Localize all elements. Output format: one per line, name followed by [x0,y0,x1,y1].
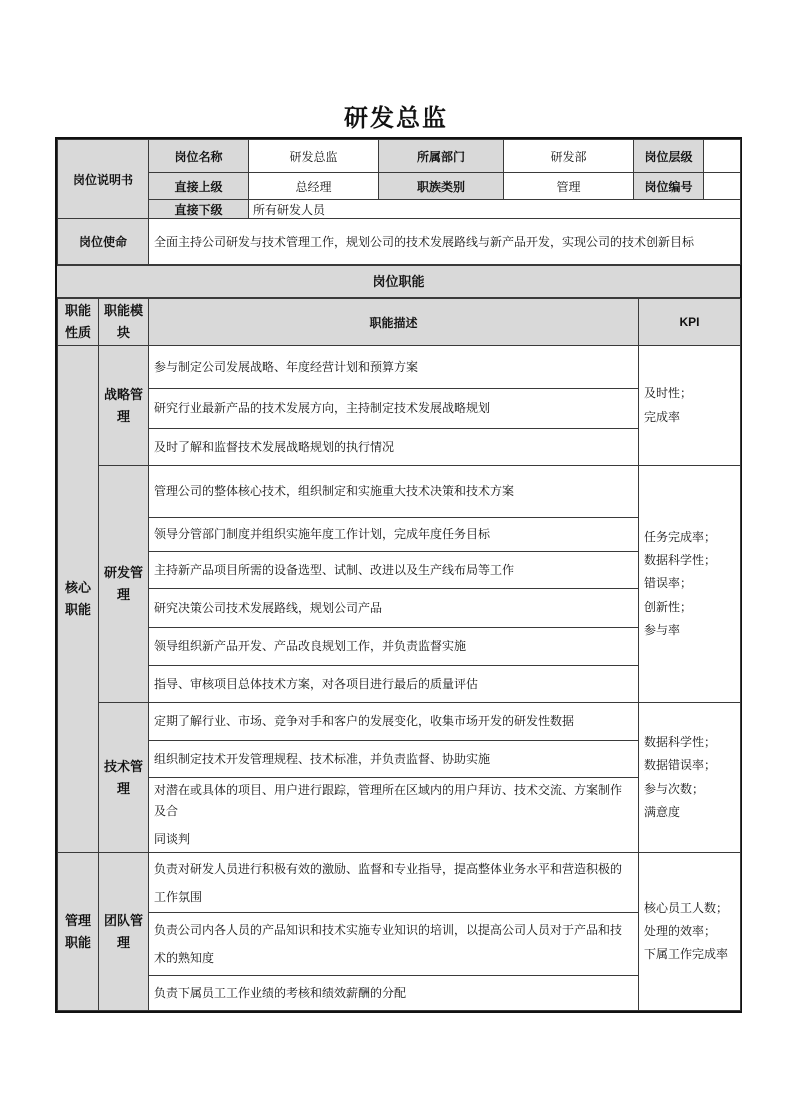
field-label-direct-subordinates: 直接下级 [149,200,249,219]
duty-paragraph: 对潜在或具体的项目、用户进行跟踪，管理所在区域内的用户拜访、技术交流、方案制作及合 [154,783,623,819]
duty-description: 研究行业最新产品的技术发展方向，主持制定技术发展战略规划 [149,389,639,429]
kpi-line: 下属工作完成率 [644,947,729,962]
table-row [58,389,741,429]
column-header-function-module: 职能模块 [99,299,149,346]
column-header-kpi: KPI [639,299,741,346]
table-row [58,589,741,628]
duty-description [149,778,639,853]
nature-label-management-functions: 管理职能 [58,853,99,1011]
field-value-department: 研发部 [504,140,634,173]
table-row [58,976,741,1011]
duty-paragraph: 同谈判 [154,832,191,847]
column-header-function-description: 职能描述 [149,299,639,346]
table-row [58,741,741,778]
field-value-direct-subordinates: 所有研发人员 [249,200,741,219]
info-row-3 [58,200,741,219]
duty-description: 管理公司的整体核心技术，组织制定和实施重大技术决策和技术方案 [149,466,639,518]
field-value-position-name: 研发总监 [249,140,379,173]
field-label-position-name: 岗位名称 [149,140,249,173]
kpi-cell-rnd [639,466,741,703]
table-row [58,518,741,552]
table-row [58,466,741,518]
field-value-mission: 全面主持公司研发与技术管理工作，规划公司的技术发展路线与新产品开发，实现公司的技术创新目标 [149,219,741,265]
functions-table [57,298,741,1011]
kpi-line: 完成率 [644,409,681,424]
kpi-line: 核心员工人数； [644,900,729,915]
kpi-line: 参与次数； [644,781,705,796]
field-value-job-family: 管理 [504,173,634,200]
functions-header-row [58,299,741,346]
duty-description: 及时了解和监督技术发展战略规划的执行情况 [149,429,639,466]
table-row [58,346,741,389]
table-row [58,628,741,666]
kpi-line: 数据科学性； [644,734,717,749]
table-row [58,429,741,466]
table-row [58,703,741,741]
kpi-line: 数据科学性； [644,553,717,568]
duty-description: 领导组织新产品开发、产品改良规划工作，并负责监督实施 [149,628,639,666]
info-row-1 [58,140,741,173]
table-row [58,666,741,703]
kpi-line: 数据错误率； [644,758,717,773]
section-header-job-functions: 岗位职能 [57,265,740,298]
duty-description: 研究决策公司技术发展路线，规划公司产品 [149,589,639,628]
job-description-table [55,137,742,1013]
page-title: 研发总监 [344,106,448,132]
field-label-direct-superior: 直接上级 [149,173,249,200]
table-row [58,552,741,589]
duty-description: 指导、审核项目总体技术方案，对各项目进行最后的质量评估 [149,666,639,703]
kpi-line: 错误率； [644,576,693,591]
duty-description: 参与制定公司发展战略、年度经营计划和预算方案 [149,346,639,389]
field-label-mission: 岗位使命 [58,219,149,265]
kpi-cell-tech [639,703,741,853]
field-value-position-level [704,140,741,173]
job-info-table [57,139,741,265]
kpi-line: 参与率 [644,623,681,638]
kpi-line: 任务完成率； [644,529,717,544]
duty-description: 领导分管部门制度并组织实施年度工作计划，完成年度任务目标 [149,518,639,552]
kpi-line: 及时性； [644,386,693,401]
duty-description: 定期了解行业、市场、竞争对手和客户的发展变化，收集市场开发的研发性数据 [149,703,639,741]
duty-description: 负责对研发人员进行积极有效的激励、监督和专业指导，提高整体业务水平和营造积极的工作氛围 [149,853,639,913]
field-label-position-level: 岗位层级 [634,140,704,173]
field-label-job-family: 职族类别 [379,173,504,200]
section-label-job-spec: 岗位说明书 [58,140,149,219]
nature-label-core-functions: 核心职能 [58,346,99,853]
kpi-cell-strategy [639,346,741,466]
module-label-strategy-management: 战略管理 [99,346,149,466]
field-value-direct-superior: 总经理 [249,173,379,200]
kpi-line: 满意度 [644,805,681,820]
duty-description: 负责公司内各人员的产品知识和技术实施专业知识的培训，以提高公司人员对于产品和技术的熟知度 [149,913,639,976]
column-header-function-nature: 职能性质 [58,299,99,346]
mission-row [58,219,741,265]
duty-description: 组织制定技术开发管理规程、技术标准，并负责监督、协助实施 [149,741,639,778]
duty-description: 负责下属员工工作业绩的考核和绩效薪酬的分配 [149,976,639,1011]
module-label-tech-management: 技术管理 [99,703,149,853]
field-label-department: 所属部门 [379,140,504,173]
duty-description: 主持新产品项目所需的设备选型、试制、改进以及生产线布局等工作 [149,552,639,589]
table-row [58,853,741,913]
kpi-line: 处理的效率； [644,923,717,938]
table-row [58,778,741,853]
kpi-line: 创新性； [644,599,693,614]
kpi-cell-team [639,853,741,1011]
table-row [58,913,741,976]
field-value-position-code [704,173,741,200]
field-label-position-code: 岗位编号 [634,173,704,200]
module-label-team-management: 团队管理 [99,853,149,1011]
module-label-rnd-management: 研发管理 [99,466,149,703]
info-row-2 [58,173,741,200]
